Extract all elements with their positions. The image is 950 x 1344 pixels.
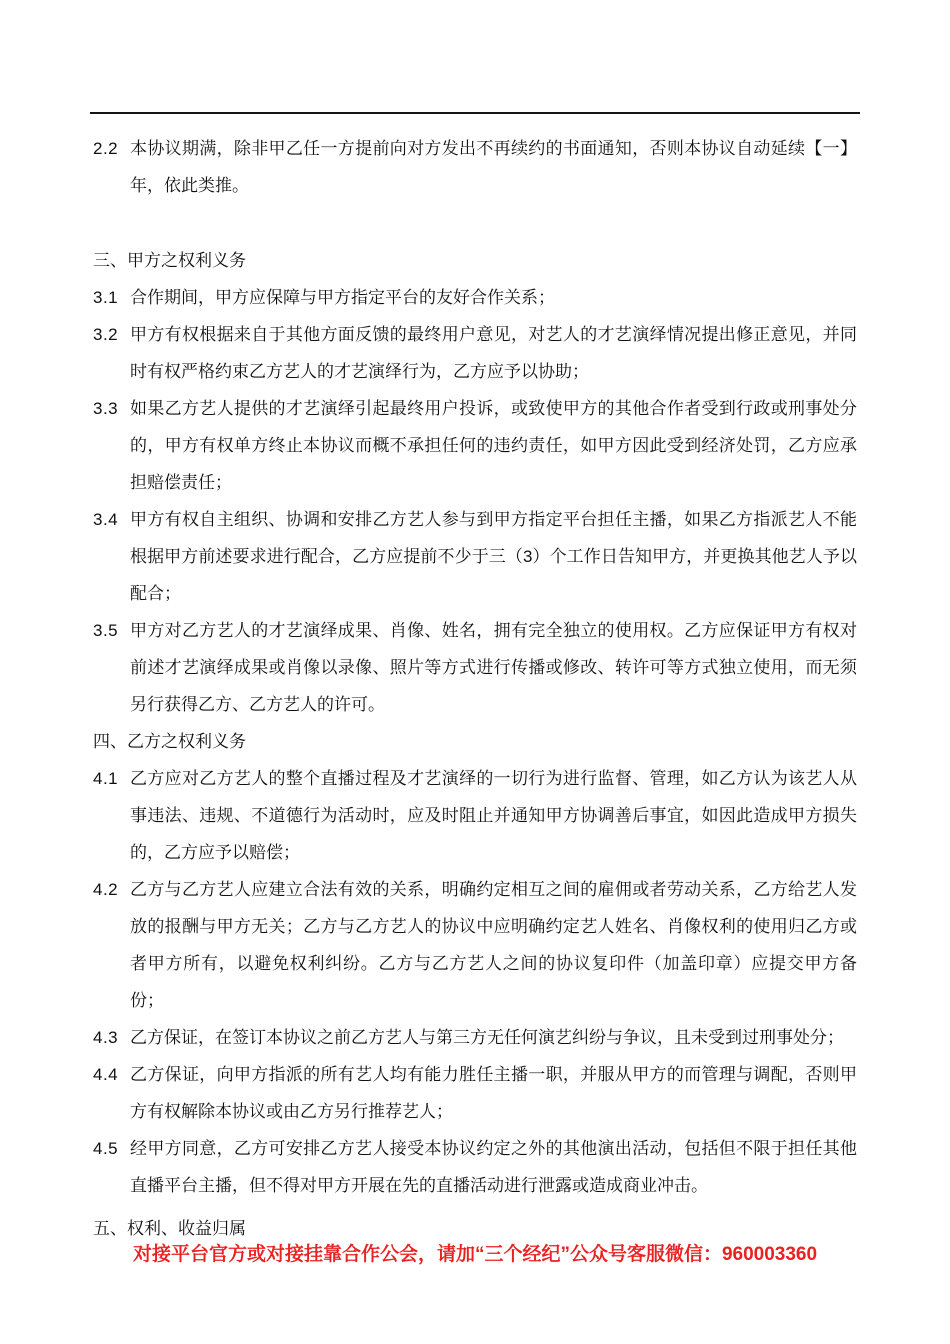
clause-4-5 bbox=[93, 1130, 857, 1204]
clause-4-2 bbox=[93, 871, 857, 1019]
clause-number: 4.1 bbox=[93, 769, 119, 788]
clause-text: 甲方对乙方艺人的才艺演绎成果、肖像、姓名，拥有完全独立的使用权。乙方应保证甲方有权对前述才艺演绎成果或肖像以录像、照片等方式进行传播或修改、转许可等方式独立使用，而无须另行获得乙方、乙方艺人的许可。 bbox=[130, 621, 857, 714]
clause-3-5 bbox=[93, 612, 857, 723]
clause-text: 经甲方同意，乙方可安排乙方艺人接受本协议约定之外的其他演出活动，包括但不限于担任其他直播平台主播，但不得对甲方开展在先的直播活动进行泄露或造成商业冲击。 bbox=[130, 1139, 857, 1195]
footer-contact-note: 对接平台官方或对接挂靠合作公会，请加“三个经纪”公众号客服微信：960003360 bbox=[132, 1244, 818, 1265]
section-heading-5: 五、权利、收益归属 bbox=[93, 1219, 246, 1238]
clause-text: 乙方保证，向甲方指派的所有艺人均有能力胜任主播一职，并服从甲方的而管理与调配，否则甲方有权解除本协议或由乙方另行推荐艺人； bbox=[130, 1065, 857, 1121]
clause-3-4 bbox=[93, 501, 857, 612]
section-heading-4: 四、乙方之权利义务 bbox=[93, 732, 246, 751]
clause-number: 4.5 bbox=[93, 1139, 119, 1158]
clause-text: 甲方有权自主组织、协调和安排乙方艺人参与到甲方指定平台担任主播，如果乙方指派艺人不能根据甲方前述要求进行配合，乙方应提前不少于三（3）个工作日告知甲方，并更换其他艺人予以配合； bbox=[130, 510, 857, 603]
clause-number: 4.4 bbox=[93, 1065, 119, 1084]
clause-number: 3.2 bbox=[93, 325, 119, 344]
clause-3-2 bbox=[93, 316, 857, 390]
clause-number: 4.3 bbox=[93, 1028, 119, 1047]
clause-number: 3.1 bbox=[93, 288, 119, 307]
clause-text: 甲方有权根据来自于其他方面反馈的最终用户意见，对艺人的才艺演绎情况提出修正意见，并同时有权严格约束乙方艺人的才艺演绎行为，乙方应予以协助； bbox=[130, 325, 857, 381]
clause-number: 2.2 bbox=[93, 139, 119, 158]
clause-text: 本协议期满，除非甲乙任一方提前向对方发出不再续约的书面通知，否则本协议自动延续【一】年，依此类推。 bbox=[130, 139, 857, 195]
clause-3-3 bbox=[93, 390, 857, 501]
clause-number: 3.4 bbox=[93, 510, 119, 529]
clause-text: 乙方与乙方艺人应建立合法有效的关系，明确约定相互之间的雇佣或者劳动关系，乙方给艺人发放的报酬与甲方无关；乙方与乙方艺人的协议中应明确约定艺人姓名、肖像权利的使用归乙方或者甲方所有，以避免权利纠纷。乙方与乙方艺人之间的协议复印件（加盖印章）应提交甲方备份； bbox=[130, 880, 857, 1010]
clause-text: 合作期间，甲方应保障与甲方指定平台的友好合作关系； bbox=[130, 288, 555, 307]
clause-2-2 bbox=[93, 130, 857, 204]
clause-text: 如果乙方艺人提供的才艺演绎引起最终用户投诉，或致使甲方的其他合作者受到行政或刑事处分的，甲方有权单方终止本协议而概不承担任何的违约责任，如甲方因此受到经济处罚，乙方应承担赔偿责任； bbox=[130, 399, 857, 492]
clause-4-3 bbox=[93, 1019, 857, 1056]
clause-number: 3.5 bbox=[93, 621, 119, 640]
clause-number: 3.3 bbox=[93, 399, 119, 418]
header-divider-line bbox=[90, 112, 860, 114]
clause-text: 乙方应对乙方艺人的整个直播过程及才艺演绎的一切行为进行监督、管理，如乙方认为该艺人从事违法、违规、不道德行为活动时，应及时阻止并通知甲方协调善后事宜，如因此造成甲方损失的，乙方应予以赔偿； bbox=[130, 769, 857, 862]
clause-3-1 bbox=[93, 279, 857, 316]
clause-4-4 bbox=[93, 1056, 857, 1130]
clause-text: 乙方保证，在签订本协议之前乙方艺人与第三方无任何演艺纠纷与争议，且未受到过刑事处分； bbox=[130, 1028, 844, 1047]
section-heading-3: 三、甲方之权利义务 bbox=[93, 251, 246, 270]
clause-4-1 bbox=[93, 760, 857, 871]
clause-number: 4.2 bbox=[93, 880, 119, 899]
document-body bbox=[93, 130, 857, 1247]
